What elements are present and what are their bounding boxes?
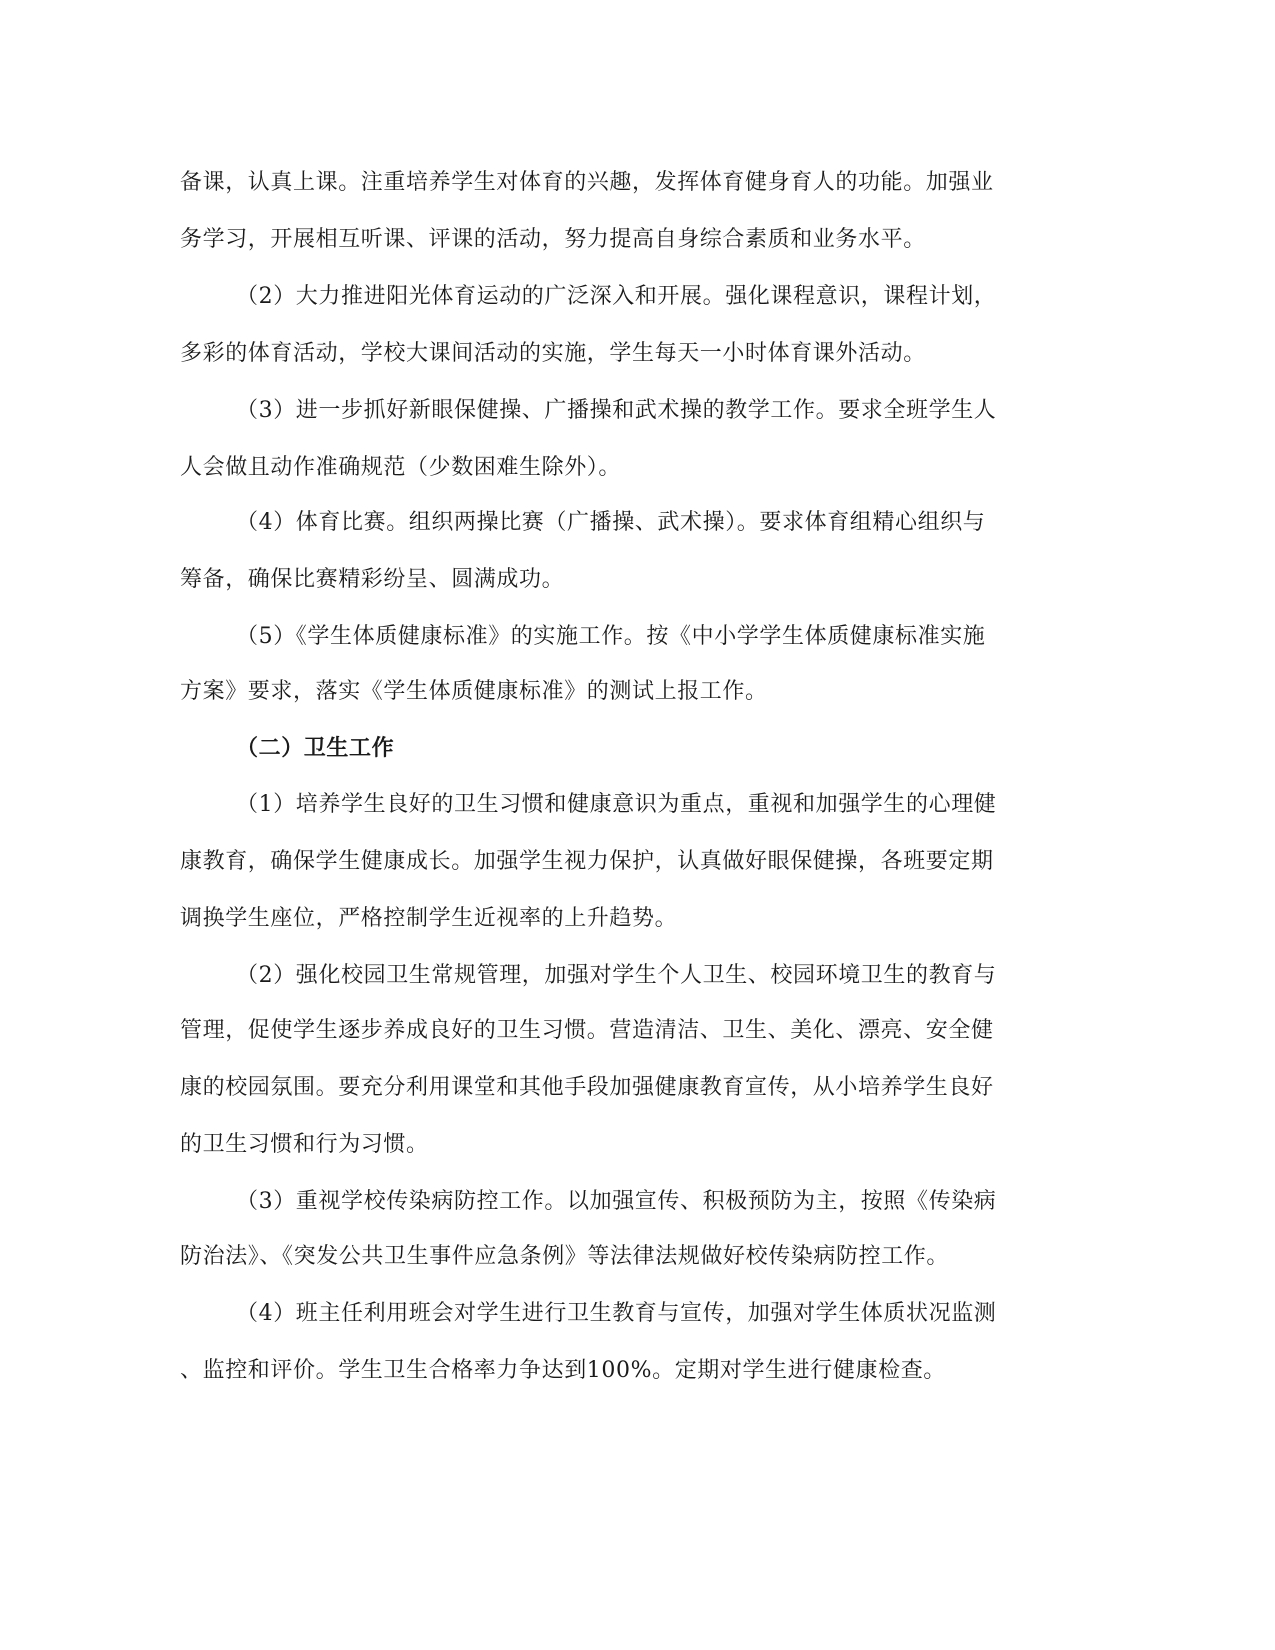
paragraph-line: （4）体育比赛。组织两操比赛（广播操、武术操）。要求体育组精心组织与 [236,510,986,535]
paragraph-line: 人会做且动作准确规范（少数困难生除外）。 [180,455,622,480]
paragraph-line: （3）重视学校传染病防控工作。以加强宣传、积极预防为主，按照《传染病 [236,1189,997,1214]
paragraph-line: 、监控和评价。学生卫生合格率力争达到100%。定期对学生进行健康检查。 [180,1358,946,1383]
paragraph-line: 康教育，确保学生健康成长。加强学生视力保护，认真做好眼保健操，各班要定期 [180,849,994,874]
paragraph-line: 防治法》、《突发公共卫生事件应急条例》等法律法规做好校传染病防控工作。 [180,1244,950,1269]
paragraph-line: （3）进一步抓好新眼保健操、广播操和武术操的教学工作。要求全班学生人 [236,398,997,423]
paragraph-line: （5）《学生体质健康标准》的实施工作。按《中小学学生体质健康标准实施 [236,624,986,649]
paragraph-line: 的卫生习惯和行为习惯。 [180,1132,429,1157]
paragraph-line: 多彩的体育活动，学校大课间活动的实施，学生每天一小时体育课外活动。 [180,341,926,366]
paragraph-line: 管理，促使学生逐步养成良好的卫生习惯。营造清洁、卫生、美化、漂亮、安全健 [180,1018,994,1043]
paragraph-line: 务学习，开展相互听课、评课的活动，努力提高自身综合素质和业务水平。 [180,227,926,252]
paragraph-line: 筹备，确保比赛精彩纷呈、圆满成功。 [180,567,565,592]
section-heading: （二）卫生工作 [236,736,395,761]
paragraph-line: （2）强化校园卫生常规管理，加强对学生个人卫生、校园环境卫生的教育与 [236,963,997,988]
paragraph-line: 备课，认真上课。注重培养学生对体育的兴趣，发挥体育健身育人的功能。加强业 [180,170,994,195]
paragraph-line: 调换学生座位，严格控制学生近视率的上升趋势。 [180,906,678,931]
paragraph-line: （4）班主任利用班会对学生进行卫生教育与宣传，加强对学生体质状况监测 [236,1301,997,1326]
paragraph-line: （1）培养学生良好的卫生习惯和健康意识为重点，重视和加强学生的心理健 [236,792,997,817]
paragraph-line: 康的校园氛围。要充分利用课堂和其他手段加强健康教育宣传，从小培养学生良好 [180,1075,994,1100]
paragraph-line: 方案》要求，落实《学生体质健康标准》的测试上报工作。 [180,679,768,704]
paragraph-line: （2）大力推进阳光体育运动的广泛深入和开展。强化课程意识，课程计划， [236,284,997,309]
